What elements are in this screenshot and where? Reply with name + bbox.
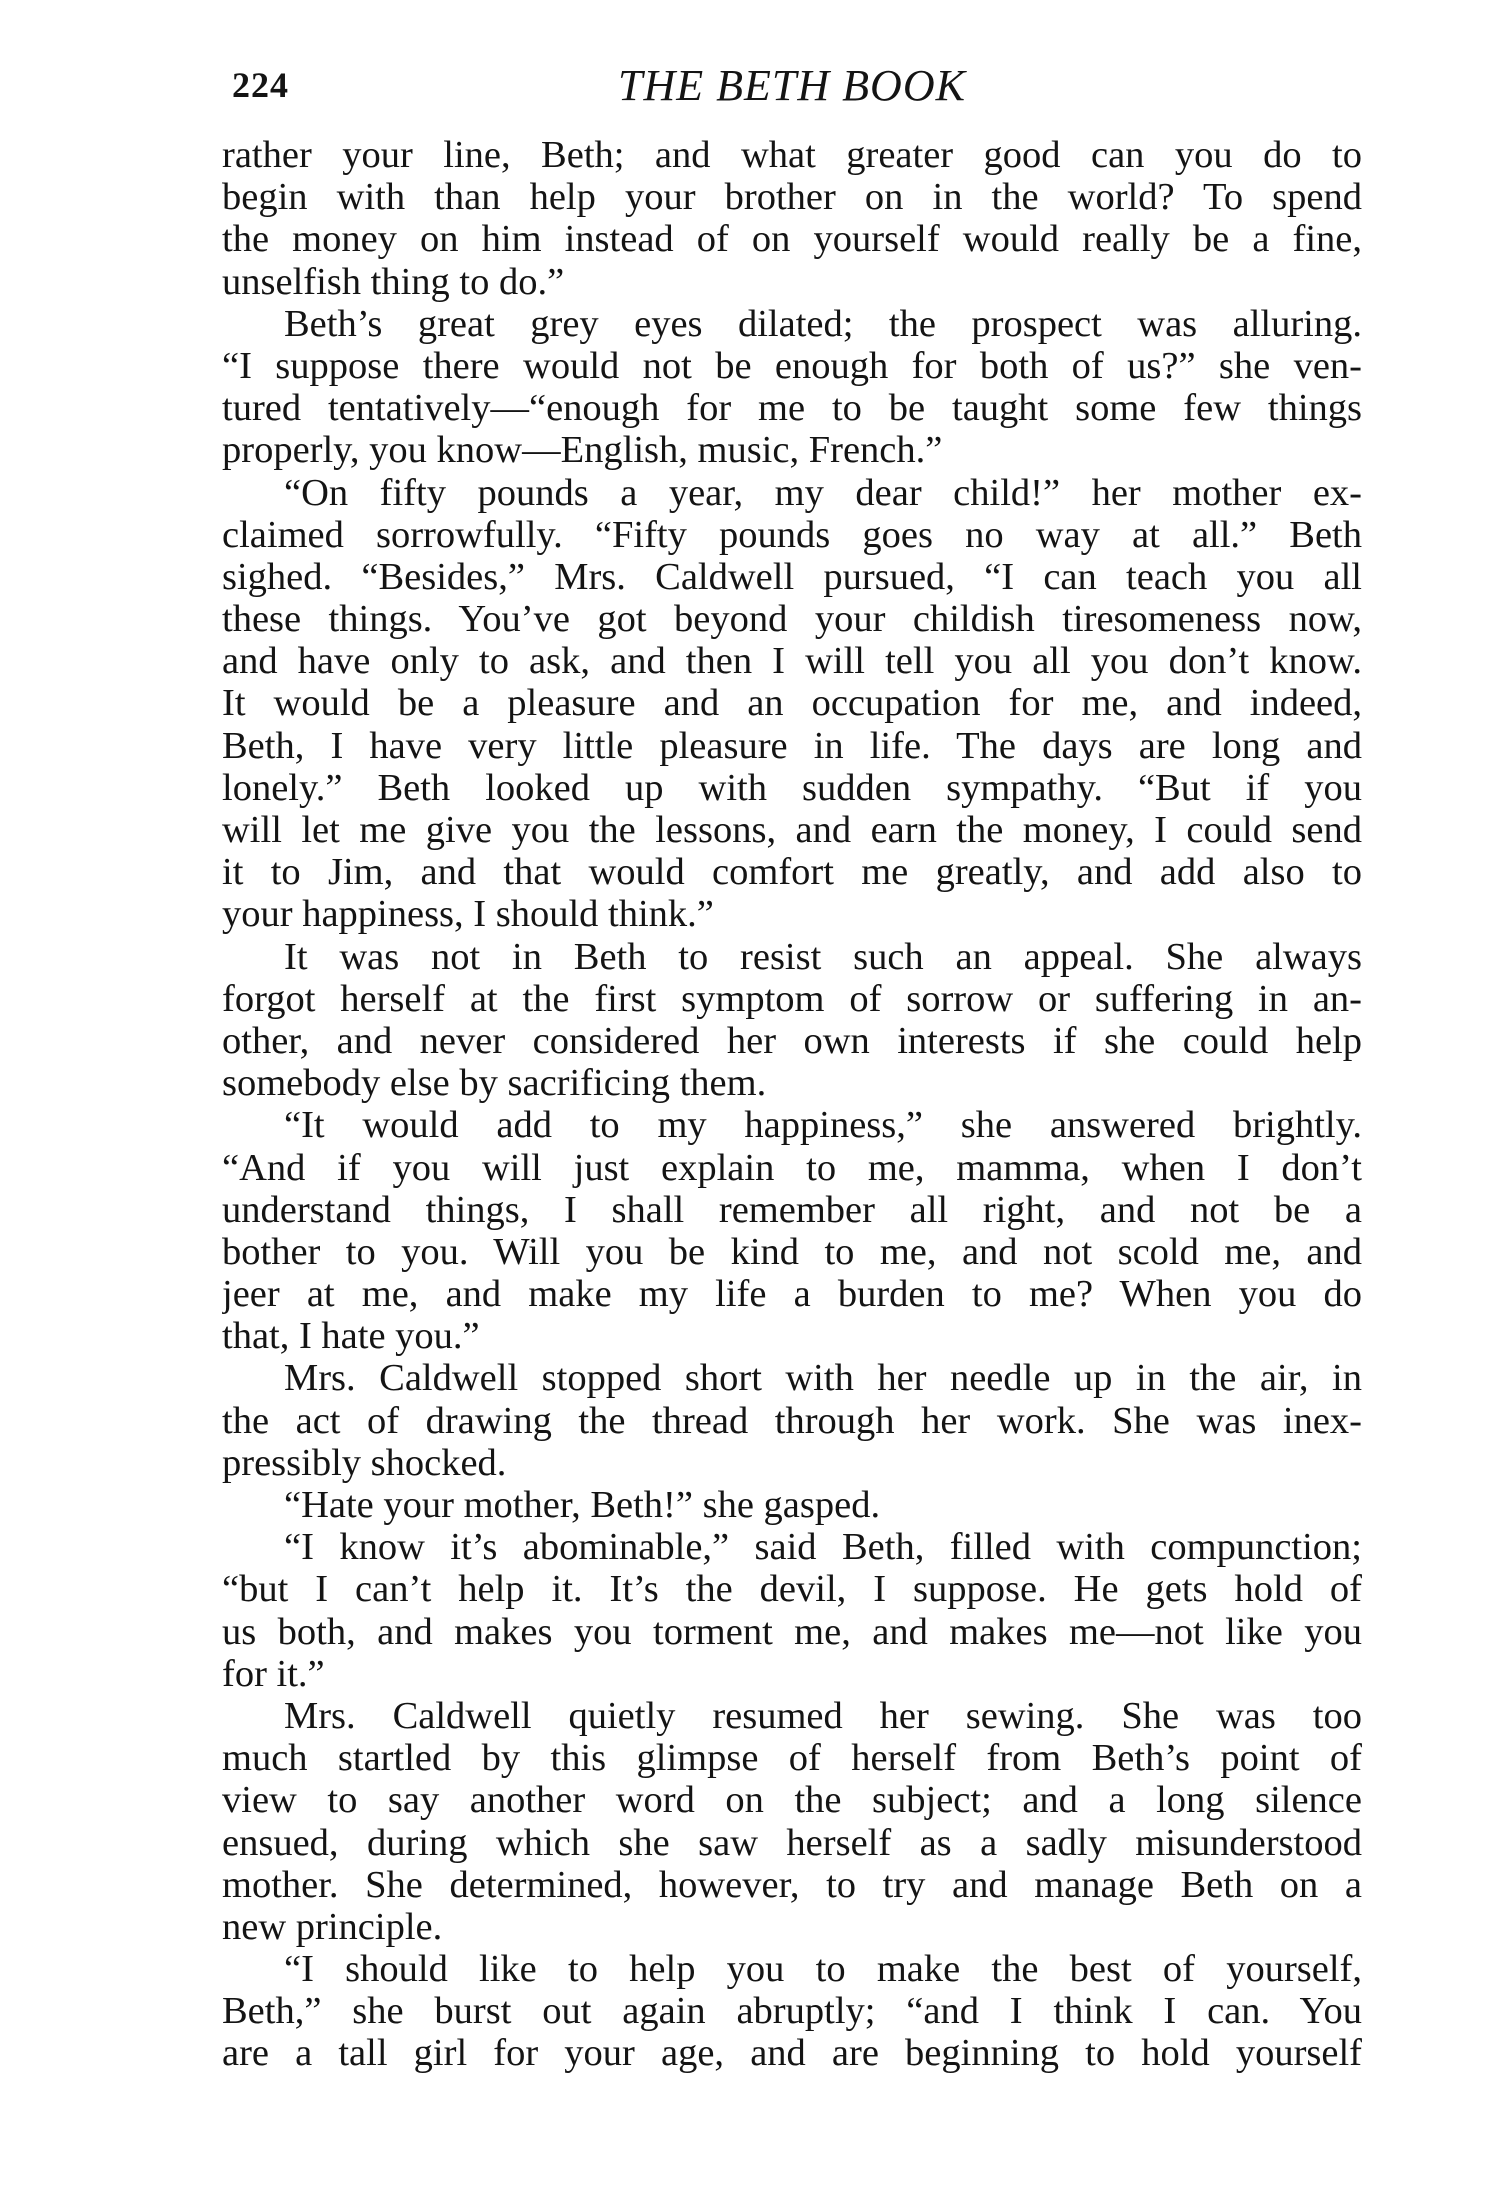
text-line: “It would add to my happiness,” she answered brightly. [284,1104,1362,1147]
text-line: tured tentatively—“enough for me to be taught some few things [222,387,1362,430]
text-line: much startled by this glimpse of herself from Beth’s point of [222,1737,1362,1780]
text-line: Beth,” she burst out again abruptly; “and I think I can. You [222,1990,1362,2033]
text-line: begin with than help your brother on in the world? To spend [222,176,1362,219]
text-line: it to Jim, and that would comfort me greatly, and add also to [222,851,1362,894]
text-line: “I suppose there would not be enough for both of us?” she ven- [222,344,1362,387]
text-line: the money on him instead of on yourself would really be a fine, [222,218,1362,261]
text-line: properly, you know—English, music, French.” [222,429,943,472]
running-title: THE BETH BOOK [618,61,966,110]
text-line: unselfish thing to do.” [222,260,565,303]
text-line: view to say another word on the subject; and a long silence [222,1779,1362,1822]
text-line: “And if you will just explain to me, mamma, when I don’t [222,1146,1362,1189]
text-line: Beth’s great grey eyes dilated; the prospect was alluring. [284,302,1362,345]
text-line: understand things, I shall remember all right, and not be a [222,1188,1362,1231]
text-line: forgot herself at the first symptom of sorrow or suffering in an- [222,977,1362,1020]
text-line: It was not in Beth to resist such an appeal. She always [284,935,1362,978]
body-text [222,134,1362,2075]
text-line: us both, and makes you torment me, and makes me—not like you [222,1610,1362,1653]
text-line: lonely.” Beth looked up with sudden sympathy. “But if you [222,766,1362,809]
page-number: 224 [232,65,289,105]
text-line: and have only to ask, and then I will tell you all you don’t know. [222,640,1362,683]
text-line: mother. She determined, however, to try and manage Beth on a [222,1863,1362,1906]
text-line: for it.” [222,1652,325,1695]
text-line: the act of drawing the thread through her work. She was inex- [222,1399,1362,1442]
text-line: rather your line, Beth; and what greater good can you do to [222,134,1362,176]
text-line: these things. You’ve got beyond your childish tiresomeness now, [222,598,1362,641]
text-line: bother to you. Will you be kind to me, and not scold me, and [222,1230,1362,1273]
text-line: Mrs. Caldwell quietly resumed her sewing. She was too [284,1694,1362,1737]
text-line: that, I hate you.” [222,1315,480,1358]
text-line: sighed. “Besides,” Mrs. Caldwell pursued, “I can teach you all [222,555,1362,598]
text-line: “but I can’t help it. It’s the devil, I suppose. He gets hold of [222,1568,1362,1611]
text-line: “On fifty pounds a year, my dear child!” her mother ex- [284,471,1362,514]
text-line: your happiness, I should think.” [222,893,714,936]
text-line: other, and never considered her own interests if she could help [222,1019,1362,1062]
text-line: “I should like to help you to make the best of yourself, [284,1948,1362,1991]
text-line: somebody else by sacrificing them. [222,1062,767,1105]
text-line: “Hate your mother, Beth!” she gasped. [284,1484,881,1526]
text-line: are a tall girl for your age, and are beginning to hold yourself [222,2032,1362,2075]
text-line: jeer at me, and make my life a burden to me? When you do [222,1273,1362,1316]
text-line: It would be a pleasure and an occupation for me, and indeed, [222,682,1362,725]
text-line: pressibly shocked. [222,1441,507,1484]
text-line: new principle. [222,1905,443,1948]
text-line: will let me give you the lessons, and earn the money, I could send [222,809,1362,851]
text-line: ensued, during which she saw herself as a sadly misunderstood [222,1821,1362,1864]
text-line: claimed sorrowfully. “Fifty pounds goes no way at all.” Beth [222,513,1362,556]
text-line: “I know it’s abominable,” said Beth, filled with compunction; [284,1526,1362,1569]
page-header [222,56,1362,116]
text-line: Mrs. Caldwell stopped short with her needle up in the air, in [284,1357,1362,1400]
text-line: Beth, I have very little pleasure in life. The days are long and [222,724,1362,767]
